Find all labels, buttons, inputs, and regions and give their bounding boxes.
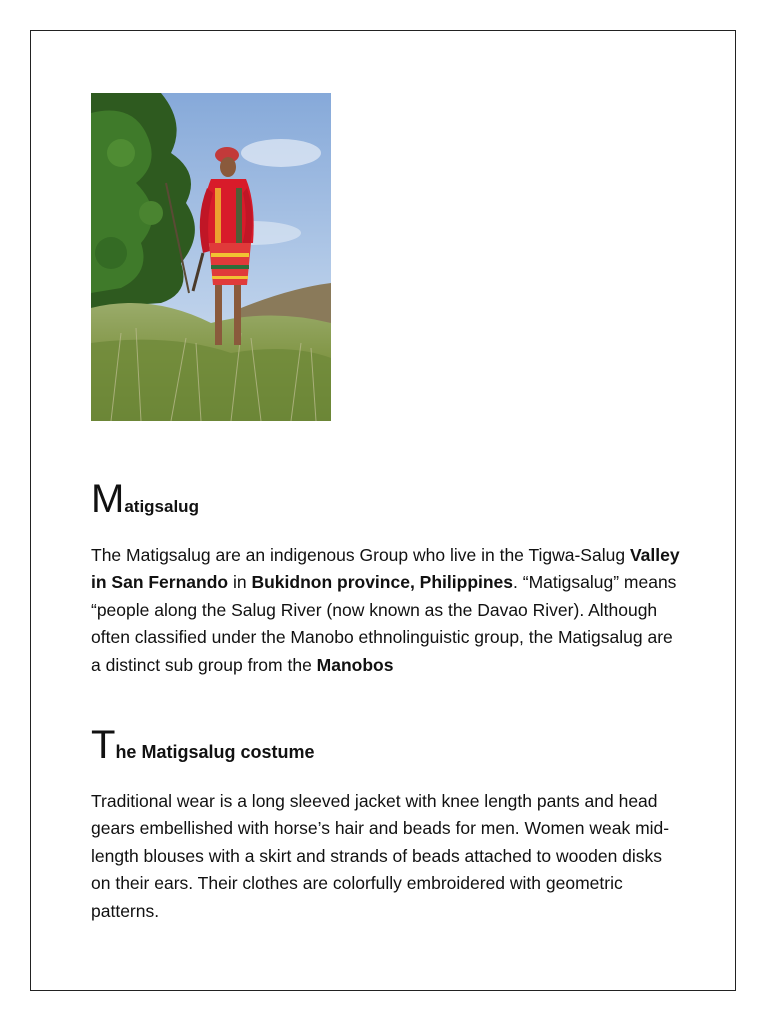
heading-text: atigsalug — [124, 497, 199, 516]
heading-matigsalug — [91, 479, 199, 520]
paragraph-intro — [91, 542, 681, 679]
photo-illustration — [91, 93, 331, 421]
heading-drop-cap: M — [91, 477, 125, 521]
heading-costume — [91, 725, 314, 765]
paragraph-text: The Matigsalug are an indigenous Group who live in the Tigwa-Salug — [91, 545, 630, 565]
heading-drop-cap: T — [91, 723, 116, 767]
heading-text: he Matigsalug costume — [115, 742, 315, 762]
paragraph-text: in — [228, 572, 252, 593]
bold-text: Valley in San Fernando — [91, 545, 680, 593]
document-page — [30, 30, 736, 991]
costume-photo — [91, 93, 331, 421]
paragraph-costume: Traditional wear is a long sleeved jacket with knee length pants and head gears embellished with horse’s hair and beads for men. Women weak mid-length blouses with a skirt and strands of beads attached to wooden disks on their ears. Their clothes are colorfully embroidered with geometric patterns. — [91, 791, 670, 921]
bold-text: Bukidnon province, Philippines — [251, 572, 514, 593]
bold-text: Manobos — [316, 654, 394, 675]
paragraph-text: . “Matigsalug” means “people along the Salug River (now known as the Davao River). Although often classified under the Manobo ethnolinguistic group, the Matigsalug are a distinct sub group from the — [91, 572, 677, 675]
